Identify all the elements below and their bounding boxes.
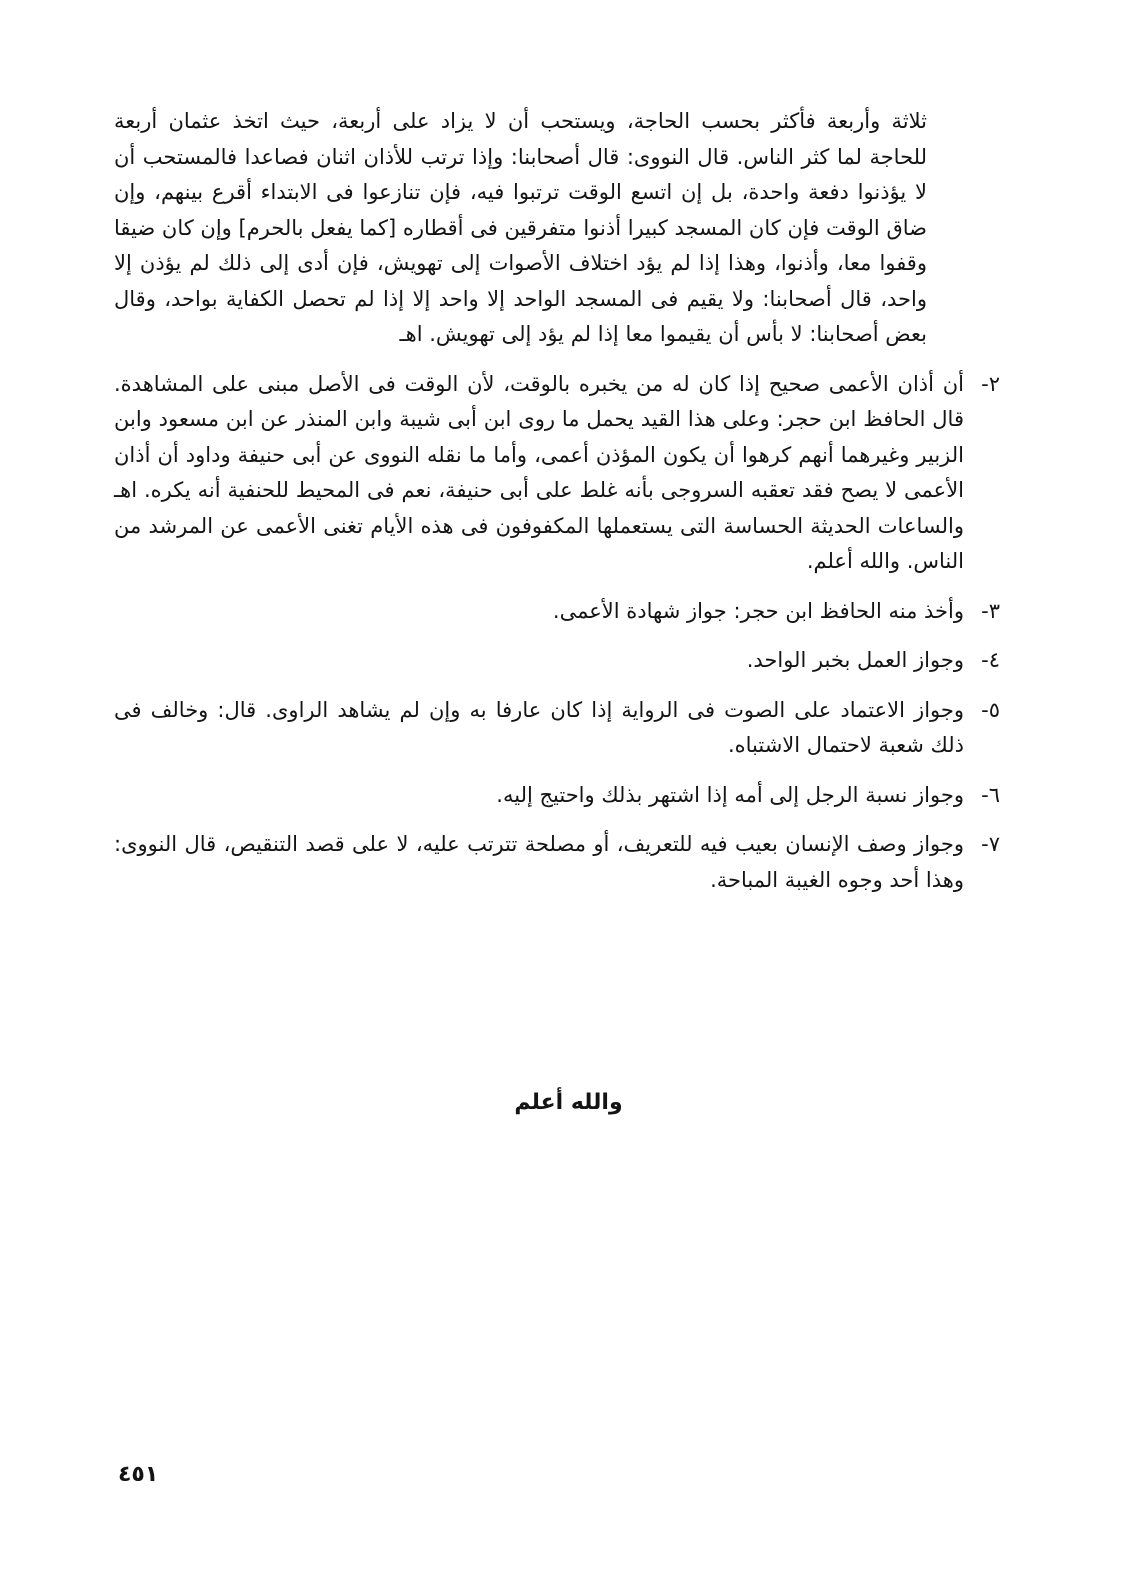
page-number: ٤٥١ — [118, 1462, 159, 1487]
item-text: وجواز وصف الإنسان بعيب فيه للتعريف، أو مصلحة تترتب عليه، لا على قصد التنقيص، قال النووى: وهذا أحد وجوه الغيبة المباحة. — [114, 832, 964, 892]
list-item-2 — [114, 367, 1014, 580]
item-number: ٤- — [981, 648, 1000, 672]
item-text: وأخذ منه الحافظ ابن حجر: جواز شهادة الأعمى. — [552, 598, 964, 623]
item-text: وجواز نسبة الرجل إلى أمه إذا اشتهر بذلك واحتيج إليه. — [496, 782, 964, 807]
closing-phrase: والله أعلم — [514, 1090, 623, 1115]
item-text: وجواز العمل بخبر الواحد. — [746, 648, 964, 672]
item-number: ٧- — [981, 832, 1000, 856]
body-text — [114, 104, 1014, 912]
list-item-5 — [114, 693, 1014, 764]
item-number: ٦- — [981, 782, 1000, 807]
item-text: وجواز الاعتماد على الصوت فى الرواية إذا كان عارفا به وإن لم يشاهد الراوى. قال: وخالف فى ذلك شعبة لاحتمال الاشتباه. — [114, 697, 964, 757]
item-number: ٣- — [981, 598, 1000, 623]
list-item-3 — [114, 594, 1014, 630]
list-item-7 — [114, 827, 1014, 898]
intro-paragraph: ثلاثة وأربعة فأكثر بحسب الحاجة، ويستحب أن لا يزاد على أربعة، حيث اتخذ عثمان أربعة للحاجة لما كثر الناس. قال النووى: قال أصحابنا: وإذا ترتب للأذان اثنان فصاعدا فالمستحب أن لا يؤذنوا دفعة واحدة، بل إن اتسع الوقت ترتبوا فيه، فإن تنازعوا فى الابتداء أقرع بينهم، وإن ضاق الوقت فإن كان المسجد كبيرا أذنوا متفرقين فى أقطاره [كما يفعل بالحرم] وإن كان ضيقا وقفوا معا، وأذنوا، وهذا إذا لم يؤد اختلاف الأصوات إلى تهويش، فإن أدى إلى ذلك لم يؤذن إلا واحد، قال أصحابنا: ولا يقيم فى المسجد الواحد إلا واحد إلا إذا لم تحصل الكفاية بواحد، وقال بعض أصحابنا: لا بأس أن يقيموا معا إذا لم يؤد إلى تهويش. اهـ — [114, 109, 927, 346]
list-item-6 — [114, 778, 1014, 814]
list-item-4 — [114, 643, 1014, 679]
item-text: أن أذان الأعمى صحيح إذا كان له من يخبره بالوقت، لأن الوقت فى الأصل مبنى على المشاهدة. قال الحافظ ابن حجر: وعلى هذا القيد يحمل ما روى ابن أبى شيبة وابن المنذر عن ابن مسعود وابن الزبير وغيرهما أنهم كرهوا أن يكون المؤذن أعمى، وأما ما نقله النووى عن أبى حنيفة وداود أن أذان الأعمى لا يصح فقد تعقبه السروجى بأنه غلط على أبى حنيفة، نعم فى المحيط للحنفية أنه يكره. اهـ والساعات الحديثة الحساسة التى يستعملها المكفوفون فى هذه الأيام تغنى الأعمى عن المرشد من الناس. والله أعلم. — [114, 371, 964, 573]
item-number: ٥- — [981, 697, 1000, 722]
item-number: ٢- — [981, 371, 1000, 396]
